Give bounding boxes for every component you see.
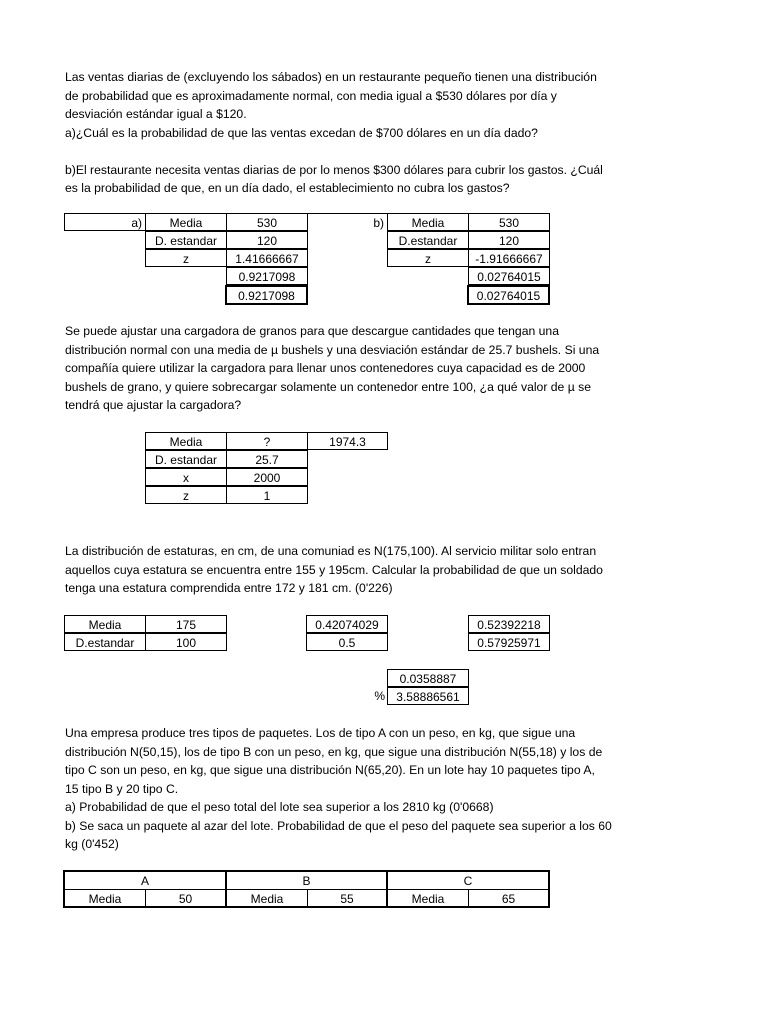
- table-packages-label: Media: [388, 890, 469, 908]
- table-mu-value: ?: [226, 432, 308, 450]
- table-heights-cell: 0.52392218: [468, 615, 550, 633]
- text-line: tendrá que ajustar la cargadora?: [65, 398, 242, 412]
- text-line: bushels de grano, y quiere sobrecargar solamente un contenedor entre 100, ¿a qué valor de µ se: [65, 379, 591, 394]
- table-packages-header: C: [388, 872, 548, 890]
- table-packages-value: 65: [501, 892, 516, 906]
- table-a-value: 1.41666667: [226, 249, 308, 267]
- text-line: Las ventas diarias de (excluyendo los sábados) en un restaurante pequeño tienen una distribución: [65, 70, 597, 84]
- table-packages-value: 50: [146, 890, 227, 908]
- table-mu-label: D. estandar: [145, 450, 227, 468]
- table-heights-cell: 0.5: [306, 633, 388, 651]
- table-a-label: z: [145, 249, 227, 267]
- table-a-tag: a): [64, 213, 146, 231]
- text-line: a) Probabilidad de que el peso total del lote sea superior a los 2810 kg (0'0668): [65, 800, 494, 814]
- table-b-label: z: [387, 249, 469, 267]
- table-heights-label: D.estandar: [64, 633, 146, 651]
- text-line: distribución N(50,15), los de tipo B con un peso, en kg, que sigue una distribución N(55,18) y los de: [65, 744, 603, 759]
- table-mu-value: 25.7: [226, 450, 308, 468]
- text-line: tenga una estatura comprendida entre 172 y 181 cm. (0'226): [65, 581, 393, 595]
- table-mu-value: 2000: [226, 468, 308, 486]
- text-line: es la probabilidad de que, en un día dado, el establecimiento no cubra los gastos?: [65, 181, 510, 195]
- table-heights-cell: 0.42074029: [306, 615, 388, 633]
- text-line: kg (0'452): [65, 837, 119, 851]
- table-heights-value: 100: [145, 633, 227, 651]
- table-packages-label: Media: [227, 890, 308, 908]
- text-line: distribución normal con una media de µ bushels y una desviación estándar de 25.7 bushels. Si una: [65, 342, 600, 357]
- table-b-extra: 0.02764015: [467, 285, 550, 305]
- text-line: de probabilidad que es aproximadamente normal, con media igual a $530 dólares por día y: [65, 88, 557, 103]
- text-line: La distribución de estaturas, en cm, de una comuniad es N(175,100). Al servicio militar solo entran: [65, 544, 597, 558]
- table-mu-label: x: [145, 468, 227, 486]
- table-b-value: 120: [468, 231, 550, 249]
- table-a-label: Media: [145, 213, 227, 231]
- table-a-extra: 0.9217098: [225, 285, 308, 305]
- table-b-tag: b): [306, 213, 388, 231]
- table-b-label: D.estandar: [387, 231, 469, 249]
- problem-3-text: [65, 542, 705, 598]
- table-heights-cell: 0.57925971: [468, 633, 550, 651]
- table-mu-label: z: [145, 486, 227, 504]
- problem-2-text: [65, 322, 705, 415]
- text-line: a)¿Cuál es la probabilidad de que las ventas excedan de $700 dólares en un día dado?: [65, 125, 538, 140]
- text-line: b)El restaurante necesita ventas diarias de por lo menos $300 dólares para cubrir los gastos. ¿Cuál: [65, 162, 603, 177]
- table-heights-label: Media: [64, 615, 146, 633]
- text-line: Se puede ajustar una cargadora de granos para que descargue cantidades que tengan una: [65, 324, 559, 338]
- table-mu-value: 1: [226, 486, 308, 504]
- text-line: Una empresa produce tres tipos de paquetes. Los de tipo A con un peso, en kg, que sigue una: [65, 726, 576, 740]
- problem-4-text: [65, 724, 705, 854]
- text-line: desviación estándar igual a $120.: [65, 107, 247, 121]
- table-a-value: 120: [226, 231, 308, 249]
- table-packages-label: Media: [65, 890, 146, 908]
- text-line: [65, 142, 705, 161]
- text-line: b) Se saca un paquete al azar del lote. Probabilidad de que el peso del paquete sea superior a los 60: [65, 818, 612, 833]
- table-heights-percent-value: 3.58886561: [387, 687, 469, 705]
- text-line: tipo C son un peso, en kg, que sigue una distribución N(65,20). En un lote hay 10 paquetes tipo A,: [65, 763, 595, 777]
- table-packages: [63, 870, 550, 908]
- text-line: 15 tipo B y 20 tipo C.: [65, 781, 179, 796]
- table-heights-result-value: 0.0358887: [387, 669, 469, 687]
- text-line: compañía quiere utilizar la cargadora para llenar unos contenedores cuya capacidad es de 2000: [65, 361, 586, 375]
- table-a-value: 530: [226, 213, 308, 231]
- table-b-extra: 0.02764015: [468, 267, 550, 285]
- table-a-label: D. estandar: [145, 231, 227, 249]
- table-packages-header: A: [65, 872, 227, 890]
- table-mu-result: 1974.3: [307, 432, 388, 450]
- table-heights-value: 175: [145, 615, 227, 633]
- table-packages-value: 55: [308, 890, 388, 908]
- table-a-extra: 0.9217098: [226, 267, 308, 285]
- table-b-value: -1.91666667: [468, 249, 550, 267]
- table-b-label: Media: [387, 213, 469, 231]
- problem-1-text: [65, 68, 705, 198]
- table-packages-header: B: [227, 872, 388, 890]
- text-line: aquellos cuya estatura se encuentra entre 155 y 195cm. Calcular la probabilidad de que un soldado: [65, 562, 603, 577]
- table-b-value: 530: [468, 213, 550, 231]
- table-mu-label: Media: [145, 432, 227, 450]
- table-heights-percent-label: %: [374, 689, 385, 703]
